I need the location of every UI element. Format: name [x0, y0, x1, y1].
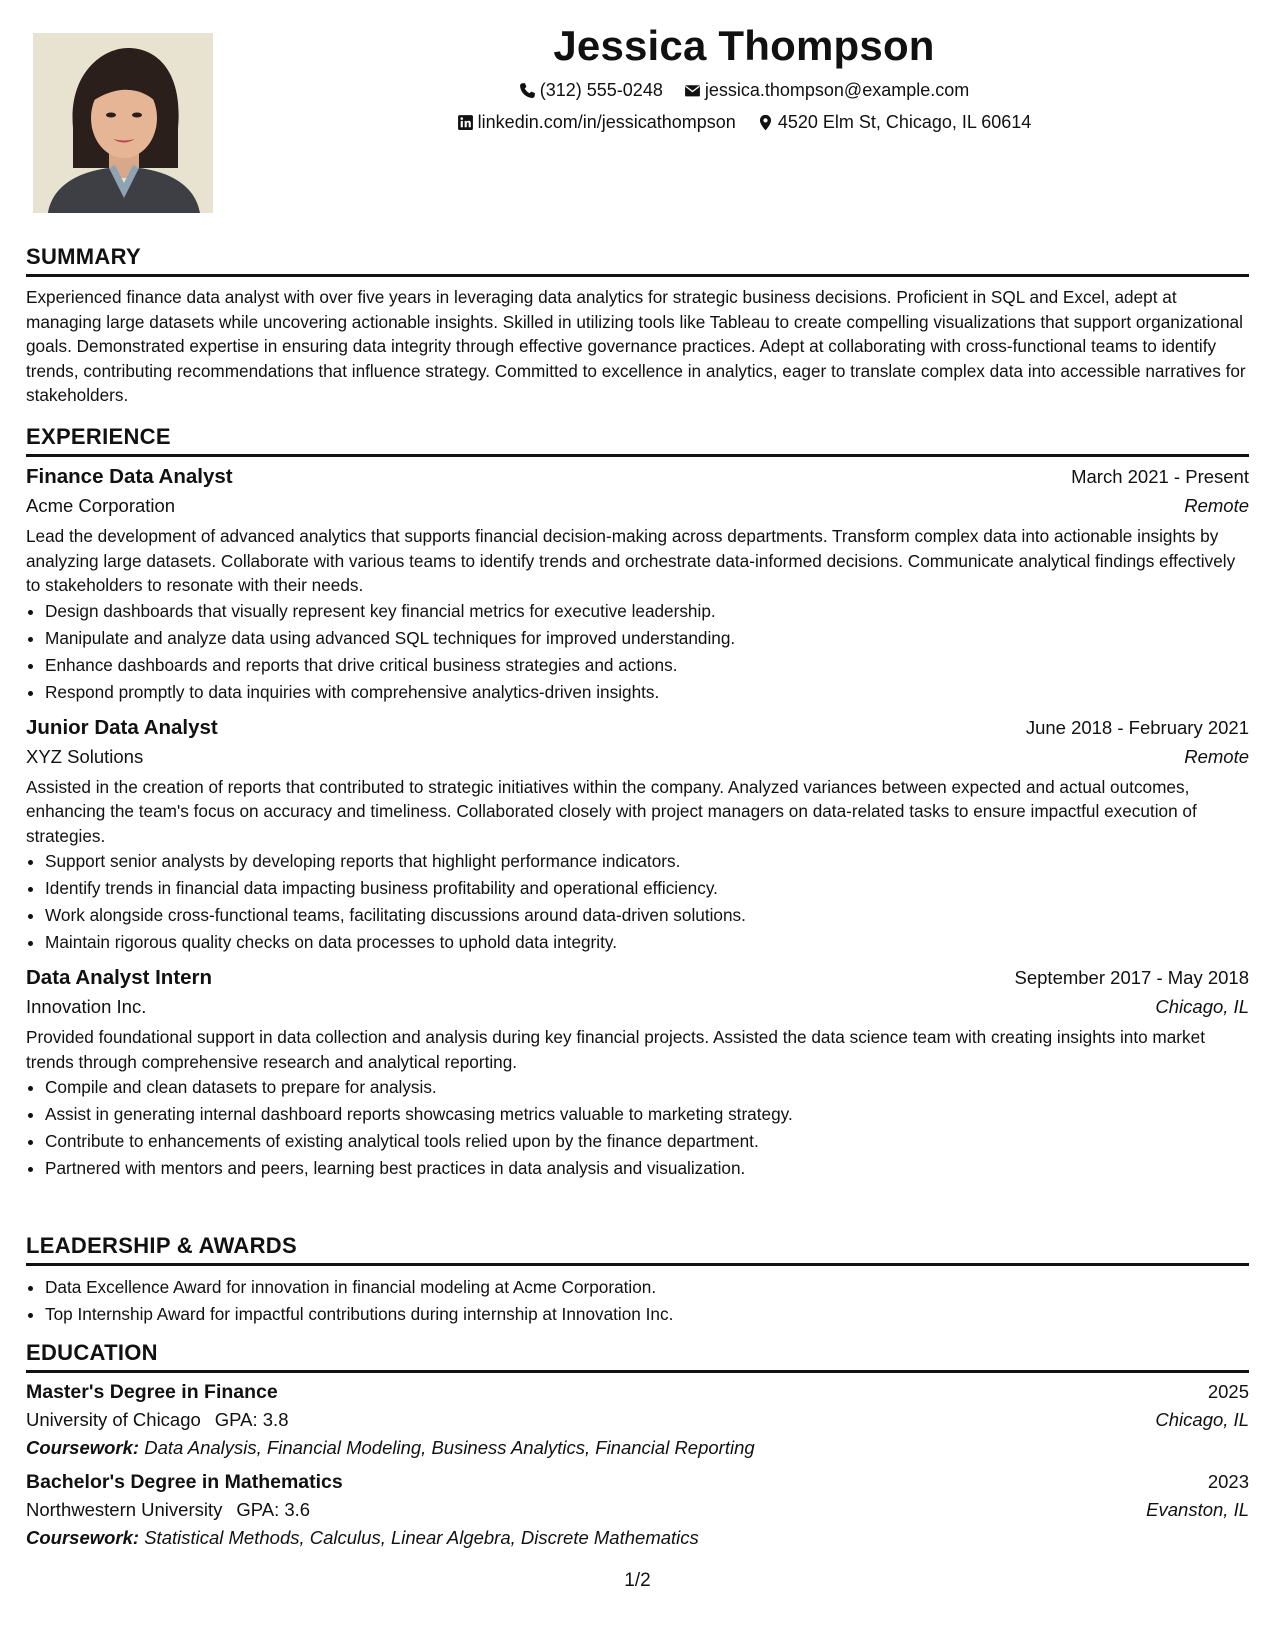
contact-line-2 — [213, 112, 1275, 136]
linkedin-url: linkedin.com/in/jessicathompson — [477, 112, 736, 132]
list-item: • Enhance dashboards and reports that drive critical business strategies and actions. — [45, 652, 1249, 679]
job-location: Remote — [1184, 745, 1249, 767]
coursework — [26, 1437, 1249, 1459]
coursework-list: Data Analysis, Financial Modeling, Business Analytics, Financial Reporting — [144, 1437, 755, 1458]
graduation-year: 2023 — [1207, 1471, 1249, 1492]
school-line — [26, 1499, 310, 1521]
job-entry — [26, 966, 1249, 1182]
list-item: • Contribute to enhancements of existing analytical tools relied upon by the finance department. — [45, 1128, 1249, 1155]
job-bullets — [26, 598, 1249, 706]
section-title: EXPERIENCE — [26, 424, 1249, 457]
email-address: jessica.thompson@example.com — [704, 80, 970, 100]
gpa: GPA: 3.6 — [236, 1499, 311, 1520]
job-entry — [26, 716, 1249, 957]
school-location: Evanston, IL — [1146, 1499, 1249, 1520]
school-name: University of Chicago — [26, 1409, 201, 1430]
coursework-label: Coursework: — [26, 1527, 140, 1548]
job-title: Junior Data Analyst — [26, 715, 218, 739]
page-number: 1/2 — [624, 1570, 651, 1591]
job-dates: March 2021 - Present — [1071, 466, 1249, 487]
list-item: • Data Excellence Award for innovation in financial modeling at Acme Corporation. — [45, 1274, 1249, 1301]
list-item: • Manipulate and analyze data using advanced SQL techniques for improved understanding. — [45, 625, 1249, 652]
list-item: • Partnered with mentors and peers, learning best practices in data analysis and visualization. — [45, 1155, 1249, 1182]
job-dates: June 2018 - February 2021 — [1025, 716, 1249, 738]
list-item: • Compile and clean datasets to prepare for analysis. — [45, 1074, 1249, 1101]
email-contact[interactable] — [684, 80, 969, 101]
candidate-name: Jessica Thompson — [553, 22, 935, 69]
section-title: SUMMARY — [26, 244, 1249, 277]
map-pin-icon — [757, 114, 774, 131]
education-entry — [26, 1471, 1249, 1549]
leadership-section — [26, 1233, 1249, 1328]
job-bullets — [26, 848, 1249, 956]
envelope-icon — [684, 82, 701, 99]
phone-icon — [519, 82, 536, 99]
profile-photo — [33, 33, 213, 213]
list-item: • Respond promptly to data inquiries with comprehensive analytics-driven insights. — [45, 679, 1249, 706]
section-title: EDUCATION — [26, 1340, 1249, 1373]
section-title: LEADERSHIP & AWARDS — [26, 1233, 1249, 1266]
school-name: Northwestern University — [26, 1499, 223, 1520]
address-contact — [757, 112, 1032, 133]
list-item: • Identify trends in financial data impacting business profitability and operational efficiency. — [45, 875, 1249, 902]
job-entry — [26, 465, 1249, 706]
linkedin-contact[interactable] — [457, 112, 736, 133]
company-name: Innovation Inc. — [26, 996, 147, 1017]
contact-line-1 — [213, 80, 1275, 104]
degree-title: Bachelor's Degree in Mathematics — [26, 1471, 343, 1493]
job-location: Chicago, IL — [1155, 996, 1249, 1017]
summary-text: Experienced finance data analyst with over five years in leveraging data analytics for strategic business decisions. Proficient in SQL and Excel, adept at managing large datasets while uncovering actionable insights. Skilled in utilizing tools like Tableau to create compelling visualizations that support organizational goals. Demonstrated expertise in ensuring data integrity through effective governance practices. Adept at collaborating with cross-functional teams to identify trends, contributing recommendations that influence strategy. Committed to excellence in analytics, eager to translate complex data into accessible narratives for stakeholders. — [26, 287, 1246, 405]
list-item: • Support senior analysts by developing reports that highlight performance indicators. — [45, 848, 1249, 875]
summary-section — [26, 244, 1249, 408]
job-description: Lead the development of advanced analytics that supports financial decision-making across departments. Transform complex data into actionable insights by analyzing large datasets. Collaborate with various teams to identify trends and orchestrate data-informed decisions. Communicate analytical findings effectively to stakeholders to resonate with their needs. — [26, 526, 1236, 595]
company-name: XYZ Solutions — [26, 745, 144, 767]
job-title: Finance Data Analyst — [26, 465, 233, 488]
list-item: • Work alongside cross-functional teams, facilitating discussions around data-driven solutions. — [45, 902, 1249, 929]
graduation-year: 2025 — [1207, 1381, 1249, 1402]
school-location: Chicago, IL — [1155, 1409, 1249, 1430]
portrait-image — [33, 33, 213, 213]
list-item: • Top Internship Award for impactful contributions during internship at Innovation Inc. — [45, 1301, 1249, 1328]
job-bullets — [26, 1074, 1249, 1182]
experience-section — [26, 424, 1249, 1192]
list-item: • Maintain rigorous quality checks on data processes to uphold data integrity. — [45, 929, 1249, 956]
job-location: Remote — [1184, 495, 1249, 516]
awards-list — [26, 1274, 1249, 1328]
gpa: GPA: 3.8 — [214, 1409, 289, 1430]
coursework — [26, 1527, 1249, 1549]
phone-contact[interactable] — [519, 80, 663, 101]
job-description: Provided foundational support in data collection and analysis during key financial projects. Assisted the data science team with creating insights into market trends through comprehensive research and analytical reporting. — [26, 1027, 1205, 1072]
address-text: 4520 Elm St, Chicago, IL 60614 — [777, 112, 1032, 132]
education-entry — [26, 1381, 1249, 1459]
linkedin-icon — [457, 114, 474, 131]
coursework-list: Statistical Methods, Calculus, Linear Algebra, Discrete Mathematics — [144, 1527, 699, 1548]
list-item: • Design dashboards that visually represent key financial metrics for executive leadership. — [45, 598, 1249, 625]
list-item: • Assist in generating internal dashboard reports showcasing metrics valuable to marketing strategy. — [45, 1101, 1249, 1128]
job-dates: September 2017 - May 2018 — [1014, 967, 1249, 988]
job-description: Assisted in the creation of reports that contributed to strategic initiatives within the company. Analyzed variances between expected and actual outcomes, enhancing the team's focus on accuracy and timeliness. Collaborated closely with project managers on data-related tasks to ensure impactful execution of strategies. — [26, 776, 1197, 846]
education-section — [26, 1340, 1249, 1561]
degree-title: Master's Degree in Finance — [26, 1381, 278, 1403]
school-line — [26, 1409, 289, 1431]
phone-number: (312) 555-0248 — [539, 80, 663, 100]
company-name: Acme Corporation — [26, 495, 176, 516]
coursework-label: Coursework: — [26, 1437, 140, 1458]
job-title: Data Analyst Intern — [26, 966, 213, 989]
